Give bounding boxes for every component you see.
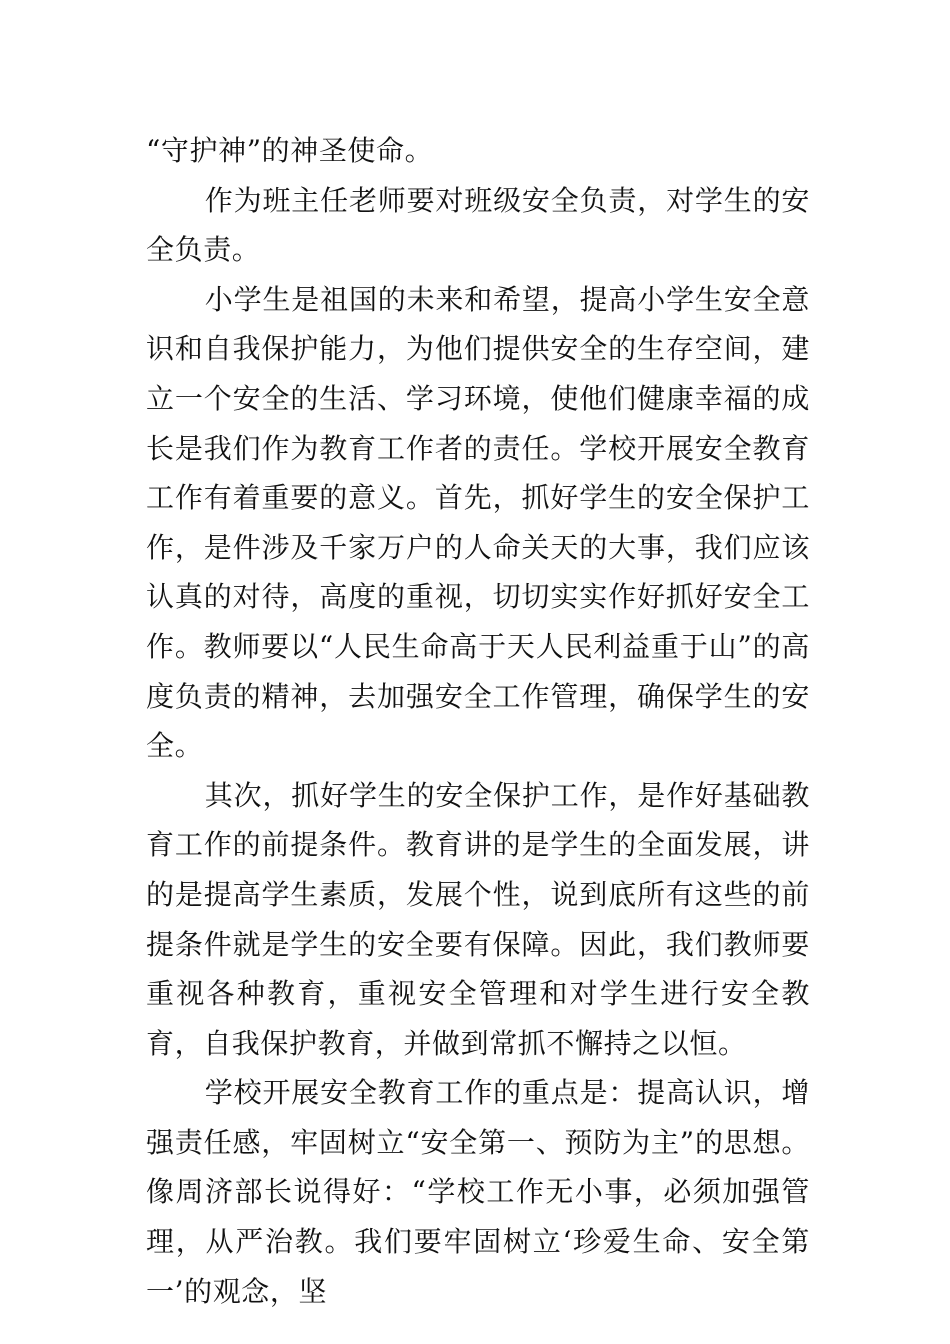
paragraph-basic-education: 其次，抓好学生的安全保护工作，是作好基础教育工作的前提条件。教育讲的是学生的全面发展，讲的是提高学生素质，发展个性，说到底所有这些的前提条件就是学生的安全要有保障。因此，我们教师要重视各种教育，重视安全管理和对学生进行安全教育，自我保护教育，并做到常抓不懈持之以恒。 (146, 778, 810, 1060)
paragraph-class-teacher-responsibility: 作为班主任老师要对班级安全负责，对学生的安全负责。 (146, 183, 810, 267)
paragraph-safety-significance: 小学生是祖国的未来和希望，提高小学生安全意识和自我保护能力，为他们提供安全的生存空间，建立一个安全的生活、学习环境，使他们健康幸福的成长是我们作为教育工作者的责任。学校开展安全教育工作有着重要的意义。首先，抓好学生的安全保护工作，是件涉及千家万户的人命关天的大事，我们应该认真的对待，高度的重视，切切实实作好抓好安全工作。教师要以“人民生命高于天人民利益重于山”的高度负责的精神，去加强安全工作管理，确保学生的安全。 (146, 282, 810, 763)
paragraph-key-points: 学校开展安全教育工作的重点是：提高认识，增强责任感，牢固树立“安全第一、预防为主”的思想。像周济部长说得好：“学校工作无小事，必须加强管理，从严治教。我们要牢固树立‘珍爱生命、安全第一’的观念，坚 (146, 1076, 810, 1308)
document-page (146, 126, 810, 1316)
paragraph-continuation: “守护神”的神圣使命。 (146, 134, 434, 167)
